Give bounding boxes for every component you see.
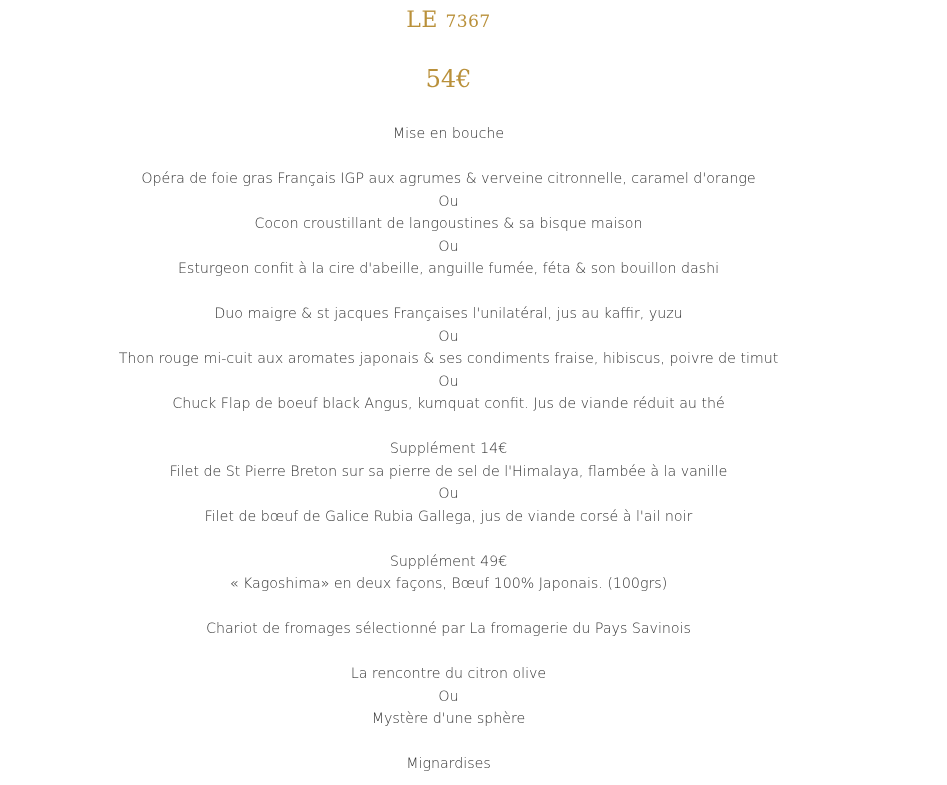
menu-line: La rencontre du citron olive — [350, 666, 547, 682]
menu-title-prefix: LE — [406, 8, 438, 33]
menu-spacer — [0, 596, 897, 619]
menu-line: Opéra de foie gras Français IGP aux agrumes & verveine citronnelle, caramel d'orange — [141, 171, 756, 187]
menu-supplement-label: Supplément 14€ — [389, 441, 508, 457]
menu-spacer — [0, 641, 897, 664]
menu-line: Filet de bœuf de Galice Rubia Gallega, jus de viande corsé à l'ail noir — [204, 508, 693, 525]
menu-title — [0, 8, 897, 33]
menu-line: Thon rouge mi-cuit aux aromates japonais & ses condiments fraise, hibiscus, poivre de timut — [118, 351, 779, 367]
menu-line: Mise en bouche — [392, 126, 505, 142]
menu-line: Chariot de fromages sélectionné par La fromagerie du Pays Savinois — [206, 621, 691, 637]
menu-line: Filet de St Pierre Breton sur sa pierre de sel de l'Himalaya, flambée à la vanille — [169, 463, 728, 480]
menu-price: 54€ — [425, 65, 472, 93]
menu-or-separator: Ou — [438, 238, 459, 255]
menu-line: Duo maigre & st jacques Françaises l'unilatéral, jus au kaffir, yuzu — [214, 306, 683, 322]
menu-line: Mignardises — [406, 756, 491, 772]
menu-line: Chuck Flap de boeuf black Angus, kumquat confit. Jus de viande réduit au thé — [172, 396, 725, 412]
menu-line: « Kagoshima» en deux façons, Bœuf 100% Japonais. (100grs) — [229, 576, 668, 592]
menu-line: Esturgeon confit à la cire d'abeille, anguille fumée, féta & son bouillon dashi — [177, 261, 720, 277]
menu-supplement-label: Supplément 49€ — [389, 553, 508, 570]
menu-line: Mystère d'une sphère — [371, 711, 526, 727]
menu-spacer — [0, 731, 897, 754]
menu-or-separator: Ou — [438, 688, 459, 705]
menu-or-separator: Ou — [438, 373, 459, 390]
menu-title-number: 7367 — [445, 12, 491, 32]
menu-items — [0, 123, 897, 776]
menu-spacer — [0, 528, 897, 551]
menu-or-separator: Ou — [438, 328, 459, 345]
menu-line: Cocon croustillant de langoustines & sa bisque maison — [254, 216, 643, 232]
menu-or-separator: Ou — [438, 486, 459, 502]
menu-spacer — [0, 146, 897, 169]
menu-or-separator: Ou — [438, 193, 459, 210]
menu-spacer — [0, 416, 897, 439]
menu-spacer — [0, 281, 897, 304]
